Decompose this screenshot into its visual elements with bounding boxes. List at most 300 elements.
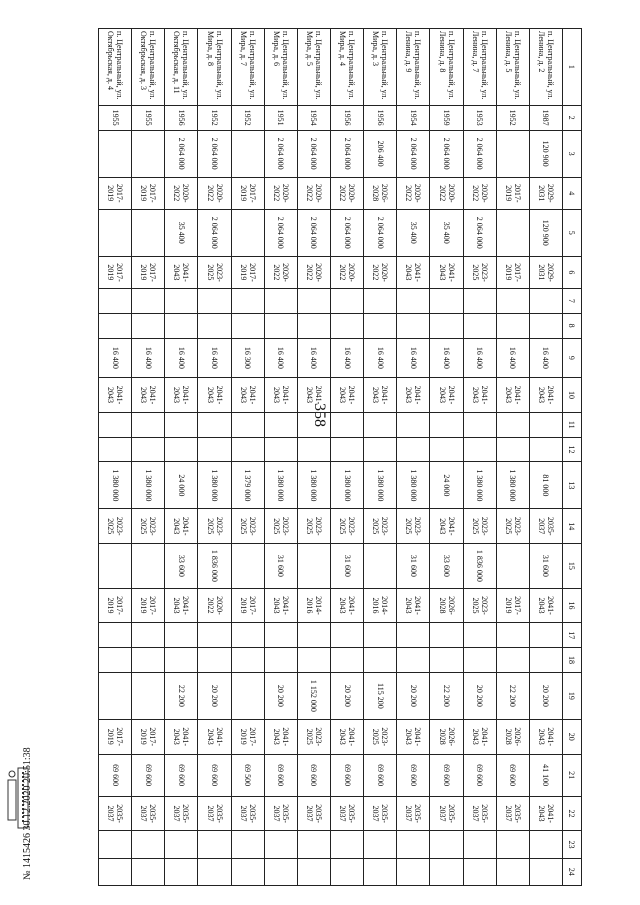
table-cell: 2023-2025 xyxy=(397,509,430,544)
table-cell xyxy=(165,648,198,673)
table-cell: 2041-2043 xyxy=(529,719,562,754)
table-cell xyxy=(529,412,562,437)
table-cell: 2017-2019 xyxy=(132,719,165,754)
table-cell: 2 064 000 xyxy=(430,130,463,177)
table-cell: 20 200 xyxy=(331,672,364,719)
table-cell xyxy=(99,289,132,314)
table-cell xyxy=(364,648,397,673)
column-header: 21 xyxy=(563,754,582,796)
table-cell: 16 400 xyxy=(198,338,231,378)
table-cell xyxy=(165,831,198,858)
table-cell xyxy=(231,209,264,256)
table-cell xyxy=(99,831,132,858)
table-cell xyxy=(463,289,496,314)
table-cell: 2020-2022 xyxy=(198,588,231,623)
table-cell xyxy=(496,209,529,256)
table-cell: 24 000 xyxy=(165,462,198,509)
table-cell: 2041-2043 xyxy=(297,378,330,413)
table-cell xyxy=(331,437,364,462)
table-cell: 2023-2025 xyxy=(99,509,132,544)
table-cell xyxy=(165,437,198,462)
table-cell: 2041-2043 xyxy=(99,378,132,413)
table-cell: 1 152 000 xyxy=(297,672,330,719)
table-cell: 2023-2025 xyxy=(198,509,231,544)
table-cell xyxy=(132,313,165,338)
address-cell: п. Центральный, ул. Ленина, д. 5 xyxy=(496,29,529,106)
table-cell: 2041-2043 xyxy=(397,378,430,413)
table-cell xyxy=(331,623,364,648)
repair-schedule-table xyxy=(98,28,582,886)
table-cell xyxy=(364,623,397,648)
address-cell: п. Центральный, ул. Ленина, д. 8 xyxy=(430,29,463,106)
address-cell: п. Центральный, ул. Октябрьская, д. 3 xyxy=(132,29,165,106)
table-cell: 2017-2019 xyxy=(99,177,132,209)
table-cell: 33 600 xyxy=(430,544,463,589)
table-cell xyxy=(99,672,132,719)
table-cell: 2026-2028 xyxy=(496,719,529,754)
table-cell xyxy=(463,412,496,437)
table-cell xyxy=(463,648,496,673)
table-cell: 1956 xyxy=(364,105,397,130)
table-cell xyxy=(99,623,132,648)
table-cell xyxy=(529,648,562,673)
table-cell xyxy=(496,289,529,314)
table-cell: 2035-2037 xyxy=(430,796,463,831)
table-cell xyxy=(132,544,165,589)
table-cell: 2 064 000 xyxy=(331,130,364,177)
table-cell: 2041-2043 xyxy=(331,719,364,754)
table-cell xyxy=(430,313,463,338)
table-cell xyxy=(397,831,430,858)
table-cell: 1 380 000 xyxy=(496,462,529,509)
table-cell xyxy=(231,130,264,177)
table-cell xyxy=(99,544,132,589)
table-cell: 2023-2025 xyxy=(463,509,496,544)
table-cell: 2017-2019 xyxy=(496,177,529,209)
table-cell xyxy=(132,648,165,673)
table-cell xyxy=(496,437,529,462)
table-cell: 2041-2043 xyxy=(331,588,364,623)
column-header: 14 xyxy=(563,509,582,544)
table-cell: 81 000 xyxy=(529,462,562,509)
table-cell: 120 900 xyxy=(529,209,562,256)
table-cell: 2035-2037 xyxy=(198,796,231,831)
table-cell: 2035-2037 xyxy=(364,796,397,831)
table-cell: 1 836 000 xyxy=(463,544,496,589)
table-cell: 2041-2043 xyxy=(529,796,562,831)
table-cell xyxy=(430,437,463,462)
table-cell: 1987 xyxy=(529,105,562,130)
table-cell xyxy=(430,412,463,437)
table-cell: 1 380 000 xyxy=(132,462,165,509)
table-cell: 2023-2025 xyxy=(132,509,165,544)
column-header: 3 xyxy=(563,130,582,177)
table-cell: 69 600 xyxy=(132,754,165,796)
table-cell: 2 064 000 xyxy=(264,130,297,177)
column-header: 1 xyxy=(563,29,582,106)
table-cell: 2035-2037 xyxy=(165,796,198,831)
table-cell: 2041-2043 xyxy=(132,378,165,413)
column-header: 23 xyxy=(563,831,582,858)
table-cell xyxy=(264,648,297,673)
table-cell xyxy=(529,289,562,314)
table-cell xyxy=(231,289,264,314)
table-cell: 2023-2025 xyxy=(463,588,496,623)
table-cell: 1 380 000 xyxy=(297,462,330,509)
table-cell: 2026-2028 xyxy=(430,719,463,754)
column-header: 13 xyxy=(563,462,582,509)
table-row xyxy=(331,29,364,886)
table-cell xyxy=(397,412,430,437)
table-cell: 69 600 xyxy=(496,754,529,796)
table-cell: 2026-2028 xyxy=(430,588,463,623)
table-cell xyxy=(496,831,529,858)
table-cell: 69 500 xyxy=(231,754,264,796)
table-cell xyxy=(397,313,430,338)
table-cell: 22 200 xyxy=(430,672,463,719)
table-cell: 2023-2025 xyxy=(297,509,330,544)
table-cell xyxy=(331,648,364,673)
table-cell: 16 400 xyxy=(132,338,165,378)
table-cell: 20 200 xyxy=(463,672,496,719)
table-cell xyxy=(364,313,397,338)
column-header: 12 xyxy=(563,437,582,462)
table-cell xyxy=(132,437,165,462)
table-cell xyxy=(331,831,364,858)
table-row xyxy=(132,29,165,886)
table-row xyxy=(364,29,397,886)
table-cell: 2020-2022 xyxy=(165,177,198,209)
table-cell: 22 200 xyxy=(165,672,198,719)
table-cell xyxy=(165,313,198,338)
table-row xyxy=(99,29,132,886)
table-cell xyxy=(198,412,231,437)
table-cell: 2017-2019 xyxy=(231,177,264,209)
table-cell: 1955 xyxy=(132,105,165,130)
table-cell xyxy=(231,672,264,719)
table-cell: 2035-2037 xyxy=(99,796,132,831)
table-cell xyxy=(397,623,430,648)
table-cell xyxy=(496,130,529,177)
table-cell: 41 100 xyxy=(529,754,562,796)
table-cell: 2020-2022 xyxy=(198,177,231,209)
table-cell: 206 400 xyxy=(364,130,397,177)
table-cell: 16 400 xyxy=(496,338,529,378)
table-cell: 2017-2019 xyxy=(99,588,132,623)
table-cell: 2041-2043 xyxy=(331,378,364,413)
table-cell: 2041-2043 xyxy=(430,256,463,288)
table-cell: 1 380 000 xyxy=(331,462,364,509)
table-cell: 2035-2037 xyxy=(331,796,364,831)
table-cell xyxy=(198,858,231,885)
table-cell: 2035-2037 xyxy=(529,509,562,544)
table-row xyxy=(297,29,330,886)
table-cell xyxy=(198,289,231,314)
table-cell xyxy=(430,831,463,858)
table-cell xyxy=(297,289,330,314)
table-cell: 2020-2022 xyxy=(463,177,496,209)
table-cell xyxy=(496,544,529,589)
table-cell xyxy=(264,289,297,314)
table-cell: 2 064 000 xyxy=(397,130,430,177)
address-cell: п. Центральный, ул. Мира, д. 7 xyxy=(231,29,264,106)
table-cell xyxy=(463,437,496,462)
table-cell xyxy=(165,289,198,314)
table-cell xyxy=(198,437,231,462)
table-cell xyxy=(132,130,165,177)
table-cell: 2014-2016 xyxy=(297,588,330,623)
table-cell: 2017-2019 xyxy=(99,256,132,288)
table-cell: 2029-2031 xyxy=(529,256,562,288)
table-cell xyxy=(264,858,297,885)
table-cell: 2 064 000 xyxy=(463,130,496,177)
column-header: 11 xyxy=(563,412,582,437)
table-cell: 2041-2043 xyxy=(198,378,231,413)
table-cell xyxy=(165,858,198,885)
table-cell: 1954 xyxy=(297,105,330,130)
table-cell: 2041-2043 xyxy=(364,378,397,413)
table-cell: 1959 xyxy=(430,105,463,130)
table-cell xyxy=(198,623,231,648)
table-cell: 2020-2022 xyxy=(397,177,430,209)
table-cell xyxy=(496,858,529,885)
column-header: 20 xyxy=(563,719,582,754)
table-cell: 2020-2022 xyxy=(264,256,297,288)
table-cell: 2023-2025 xyxy=(496,509,529,544)
table-cell: 1 380 000 xyxy=(264,462,297,509)
table-cell xyxy=(132,858,165,885)
table-cell: 2020-2022 xyxy=(364,256,397,288)
address-cell: п. Центральный, ул. Ленина, д. 7 xyxy=(463,29,496,106)
table-cell xyxy=(331,313,364,338)
table-cell xyxy=(198,648,231,673)
table-cell xyxy=(264,623,297,648)
table-cell xyxy=(297,648,330,673)
table-cell xyxy=(364,289,397,314)
table-cell: 2041-2043 xyxy=(165,509,198,544)
table-cell: 1 379 000 xyxy=(231,462,264,509)
table-cell: 69 600 xyxy=(331,754,364,796)
table-row xyxy=(231,29,264,886)
table-cell: 2035-2037 xyxy=(132,796,165,831)
table-cell: 1956 xyxy=(165,105,198,130)
address-cell: п. Центральный, ул. Ленина, д. 2 xyxy=(529,29,562,106)
table-cell: 16 400 xyxy=(331,338,364,378)
table-cell: 2041-2043 xyxy=(397,719,430,754)
table-cell xyxy=(132,412,165,437)
table-cell: 2041-2043 xyxy=(198,719,231,754)
table-cell xyxy=(463,831,496,858)
table-cell: 2017-2019 xyxy=(231,588,264,623)
table-cell: 2017-2019 xyxy=(99,719,132,754)
table-cell: 2 064 000 xyxy=(463,209,496,256)
table-cell xyxy=(231,858,264,885)
table-cell: 2017-2019 xyxy=(132,588,165,623)
rotated-table-frame xyxy=(98,28,582,886)
table-cell xyxy=(297,412,330,437)
table-cell xyxy=(496,623,529,648)
table-cell: 2041-2043 xyxy=(397,256,430,288)
table-cell: 2041-2043 xyxy=(264,719,297,754)
table-row xyxy=(430,29,463,886)
table-cell xyxy=(297,437,330,462)
page-number: 358 xyxy=(311,403,328,427)
table-cell: 2041-2043 xyxy=(165,588,198,623)
column-header: 16 xyxy=(563,588,582,623)
table-cell: 2026-2028 xyxy=(364,177,397,209)
table-cell xyxy=(297,313,330,338)
table-cell: 2041-2043 xyxy=(430,509,463,544)
table-cell xyxy=(231,831,264,858)
table-cell: 16 400 xyxy=(264,338,297,378)
table-cell: 2041-2043 xyxy=(496,378,529,413)
address-cell: п. Центральный, ул. Мира, д. 8 xyxy=(198,29,231,106)
column-header: 24 xyxy=(563,858,582,885)
table-cell: 2035-2037 xyxy=(297,796,330,831)
table-cell xyxy=(496,648,529,673)
table-cell xyxy=(529,858,562,885)
table-cell xyxy=(463,623,496,648)
table-cell: 2020-2022 xyxy=(430,177,463,209)
table-cell xyxy=(132,623,165,648)
table-cell xyxy=(364,858,397,885)
table-cell xyxy=(99,437,132,462)
table-cell: 35 400 xyxy=(397,209,430,256)
table-row xyxy=(397,29,430,886)
table-cell xyxy=(231,544,264,589)
table-cell xyxy=(430,623,463,648)
table-cell xyxy=(430,648,463,673)
table-cell: 2023-2025 xyxy=(231,509,264,544)
table-cell xyxy=(463,858,496,885)
table-cell xyxy=(231,623,264,648)
table-cell: 69 600 xyxy=(264,754,297,796)
table-cell xyxy=(132,831,165,858)
table-cell: 16 400 xyxy=(297,338,330,378)
column-header: 5 xyxy=(563,209,582,256)
table-cell: 2035-2037 xyxy=(264,796,297,831)
table-row xyxy=(496,29,529,886)
table-cell xyxy=(331,412,364,437)
table-cell: 1954 xyxy=(397,105,430,130)
table-cell: 69 600 xyxy=(99,754,132,796)
table-cell: 2 064 000 xyxy=(331,209,364,256)
table-cell: 2 064 000 xyxy=(264,209,297,256)
table-cell: 1953 xyxy=(463,105,496,130)
table-cell: 20 200 xyxy=(264,672,297,719)
table-cell: 2 064 000 xyxy=(198,130,231,177)
table-cell: 35 400 xyxy=(430,209,463,256)
table-cell: 2041-2043 xyxy=(529,588,562,623)
table-cell: 1956 xyxy=(331,105,364,130)
table-row xyxy=(529,29,562,886)
table-cell xyxy=(297,623,330,648)
table-cell: 2023-2025 xyxy=(463,256,496,288)
column-header: 17 xyxy=(563,623,582,648)
table-cell xyxy=(99,313,132,338)
table-cell: 2035-2037 xyxy=(496,796,529,831)
table-cell xyxy=(231,313,264,338)
table-cell: 2017-2019 xyxy=(231,256,264,288)
table-row xyxy=(165,29,198,886)
table-cell xyxy=(198,831,231,858)
table-cell: 1955 xyxy=(99,105,132,130)
table-cell: 24 000 xyxy=(430,462,463,509)
table-cell: 2017-2019 xyxy=(231,719,264,754)
table-cell: 69 600 xyxy=(397,754,430,796)
table-cell: 31 600 xyxy=(529,544,562,589)
column-header: 2 xyxy=(563,105,582,130)
table-cell: 1951 xyxy=(264,105,297,130)
table-cell: 35 400 xyxy=(165,209,198,256)
table-cell: 2020-2022 xyxy=(297,256,330,288)
table-cell: 2035-2037 xyxy=(463,796,496,831)
table-cell: 2035-2037 xyxy=(397,796,430,831)
address-cell: п. Центральный, ул. Октябрьская, д. 11 xyxy=(165,29,198,106)
table-cell: 22 200 xyxy=(496,672,529,719)
table-cell: 1952 xyxy=(496,105,529,130)
table-cell xyxy=(397,858,430,885)
table-cell: 2029-2031 xyxy=(529,177,562,209)
table-cell: 31 600 xyxy=(331,544,364,589)
table-cell: 2014-2016 xyxy=(364,588,397,623)
table-cell: 16 400 xyxy=(463,338,496,378)
table-cell: 2023-2025 xyxy=(364,719,397,754)
table-cell: 2041-2043 xyxy=(165,378,198,413)
table-cell xyxy=(297,544,330,589)
table-cell: 2 064 000 xyxy=(198,209,231,256)
table-cell xyxy=(496,412,529,437)
table-cell: 69 600 xyxy=(430,754,463,796)
table-cell: 2041-2043 xyxy=(463,378,496,413)
table-cell: 16 400 xyxy=(397,338,430,378)
table-cell xyxy=(364,412,397,437)
table-cell: 1 380 000 xyxy=(463,462,496,509)
table-cell: 2020-2022 xyxy=(264,177,297,209)
table-cell: 1 380 000 xyxy=(364,462,397,509)
table-row xyxy=(198,29,231,886)
table-cell xyxy=(231,412,264,437)
table-cell: 1952 xyxy=(231,105,264,130)
table-cell: 2035-2037 xyxy=(231,796,264,831)
table-cell: 2041-2043 xyxy=(264,588,297,623)
table-cell: 2041-2043 xyxy=(397,588,430,623)
table-cell xyxy=(99,648,132,673)
table-cell: 2017-2019 xyxy=(496,256,529,288)
table-row xyxy=(463,29,496,886)
table-cell: 2020-2022 xyxy=(297,177,330,209)
table-cell: 2023-2025 xyxy=(297,719,330,754)
table-cell: 2 064 000 xyxy=(364,209,397,256)
table-cell: 33 600 xyxy=(165,544,198,589)
table-cell xyxy=(331,289,364,314)
table-cell xyxy=(364,831,397,858)
table-cell xyxy=(529,437,562,462)
table-cell xyxy=(364,544,397,589)
table-cell xyxy=(264,412,297,437)
table-cell xyxy=(165,623,198,648)
table-cell: 2041-2043 xyxy=(430,378,463,413)
table-cell xyxy=(297,858,330,885)
table-cell: 2041-2043 xyxy=(231,378,264,413)
table-cell xyxy=(264,831,297,858)
table-cell xyxy=(99,130,132,177)
table-cell: 16 300 xyxy=(231,338,264,378)
column-header: 15 xyxy=(563,544,582,589)
column-header: 10 xyxy=(563,378,582,413)
table-cell: 20 200 xyxy=(529,672,562,719)
table-cell: 16 400 xyxy=(529,338,562,378)
